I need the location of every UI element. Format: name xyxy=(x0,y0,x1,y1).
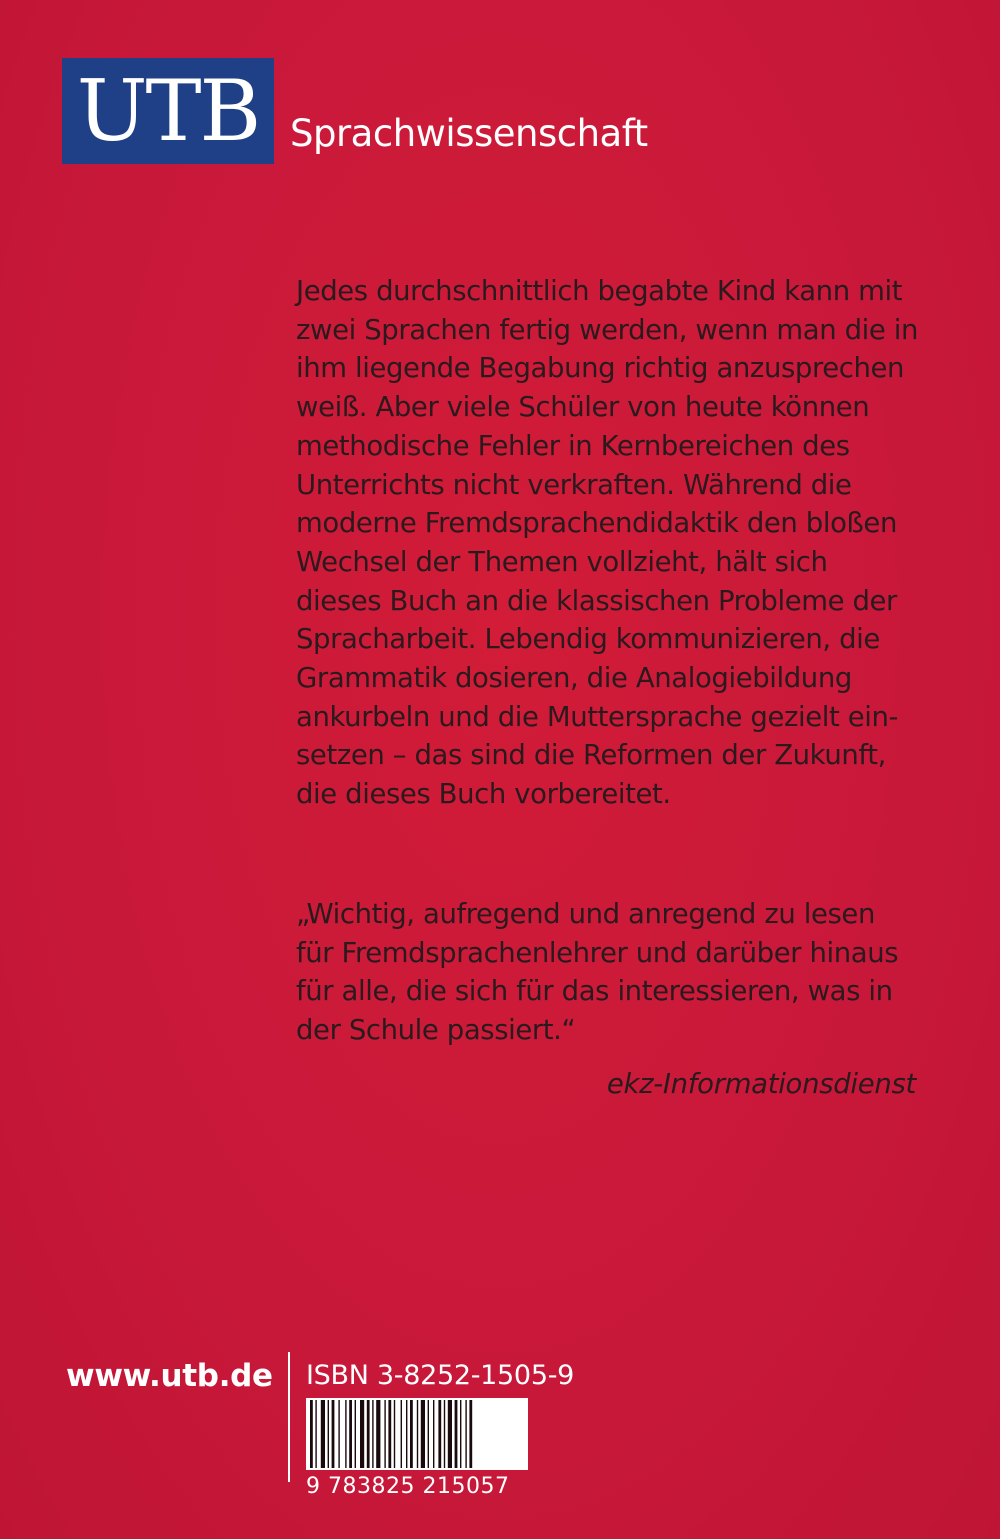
barcode-bar xyxy=(360,1400,364,1468)
quote-line: „Wichtig, aufregend und anregend zu lesen xyxy=(296,898,875,930)
blurb-line: zwei Sprachen fertig werden, wenn man die in xyxy=(296,313,919,346)
blurb-line: Grammatik dosieren, die Analogiebildung xyxy=(296,662,852,695)
barcode-bar xyxy=(355,1400,356,1468)
barcode-bar xyxy=(455,1400,458,1468)
isbn-text: ISBN 3-8252-1505-9 xyxy=(306,1360,575,1391)
quote-line: für alle, die sich für das interessieren, was in xyxy=(296,975,893,1008)
barcode-bar xyxy=(401,1400,402,1468)
review-quote xyxy=(296,895,936,1050)
barcode-bar xyxy=(448,1400,452,1468)
barcode-bar xyxy=(444,1400,445,1468)
barcode-bar xyxy=(460,1400,461,1468)
barcode-bar xyxy=(328,1400,329,1468)
blurb-line: die dieses Buch vorbereitet. xyxy=(296,778,671,811)
blurb-line: Unterrichts nicht verkraften. Während die xyxy=(296,468,852,501)
barcode-bar xyxy=(372,1400,373,1468)
barcode-bar xyxy=(417,1400,418,1468)
barcode-bar xyxy=(428,1400,429,1468)
blurb-line: Jedes durchschnittlich begabte Kind kann mit xyxy=(296,275,903,307)
barcode-bar xyxy=(349,1400,352,1468)
barcode-bar xyxy=(332,1400,335,1468)
barcode-bar xyxy=(406,1400,407,1468)
blurb-line: weiß. Aber viele Schüler von heute können xyxy=(296,391,870,424)
barcode-bar xyxy=(421,1400,425,1468)
blurb-line: Wechsel der Themen vollzieht, hält sich xyxy=(296,545,828,578)
utb-logo-text: UTB xyxy=(76,62,260,160)
quote-source: ekz-Informationsdienst xyxy=(606,1068,916,1100)
barcode-bar xyxy=(394,1400,395,1468)
barcode-bar xyxy=(465,1400,466,1468)
barcode-bar xyxy=(338,1400,339,1468)
barcode-bar xyxy=(410,1400,413,1468)
barcode-bar xyxy=(315,1400,316,1468)
blurb-line: ihm liegende Begabung richtig anzusprechen xyxy=(296,352,905,385)
blurb-text xyxy=(296,272,936,814)
blurb-line: setzen – das sind die Reformen der Zukunft, xyxy=(296,739,886,772)
blurb-line: ankurbeln und die Muttersprache gezielt ein- xyxy=(296,700,899,733)
barcode-bar xyxy=(310,1400,313,1468)
barcode xyxy=(306,1398,528,1470)
publisher-url: www.utb.de xyxy=(66,1358,273,1394)
barcode-bar xyxy=(469,1400,472,1468)
blurb-line: methodische Fehler in Kernbereichen des xyxy=(296,429,850,462)
utb-logo xyxy=(62,58,274,164)
barcode-bar xyxy=(388,1400,391,1468)
barcode-bar xyxy=(321,1400,325,1468)
barcode-bar xyxy=(438,1400,441,1468)
quote-line: für Fremdsprachenlehrer und darüber hinaus xyxy=(296,936,899,969)
blurb-line: moderne Fremdsprachendidaktik den bloßen xyxy=(296,507,897,540)
barcode-bar xyxy=(384,1400,385,1468)
barcode-digits: 9 783825 215057 xyxy=(306,1474,510,1499)
series-title: Sprachwissenschaft xyxy=(290,112,648,155)
footer-divider xyxy=(288,1352,290,1482)
barcode-bar xyxy=(376,1400,380,1468)
barcode-bar xyxy=(345,1400,346,1468)
blurb-line: Spracharbeit. Lebendig kommunizieren, die xyxy=(296,623,880,656)
barcode-bar xyxy=(367,1400,370,1468)
blurb-line: dieses Buch an die klassischen Probleme der xyxy=(296,584,897,617)
barcode-bar xyxy=(433,1400,434,1468)
quote-line: der Schule passiert.“ xyxy=(296,1014,576,1047)
